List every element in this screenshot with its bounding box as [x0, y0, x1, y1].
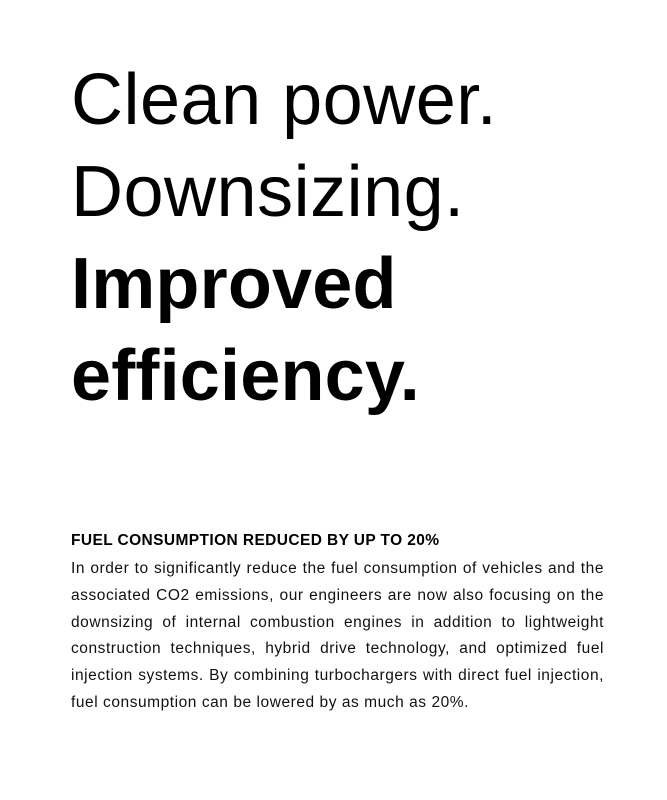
headline-line-efficiency: efficiency. — [71, 336, 421, 416]
section-heading: FUEL CONSUMPTION REDUCED BY UP TO 20% — [71, 532, 440, 549]
headline-line-clean-power: Clean power. — [71, 60, 498, 140]
fuel-consumption-section — [71, 530, 604, 717]
headline — [71, 54, 651, 422]
headline-line-downsizing: Downsizing. — [71, 152, 465, 232]
headline-line-improved: Improved — [71, 244, 397, 324]
body-paragraph: In order to significantly reduce the fuel consumption of vehicles and the associated CO2 emissions, our engineers are now also focusing on the downsizing of internal combustion engines in addition to lightweight construction techniques, hybrid drive technology, and optimized fuel injection systems. By combining turbochargers with direct fuel injection, fuel consumption can be lowered by as much as 20%. — [71, 560, 604, 711]
